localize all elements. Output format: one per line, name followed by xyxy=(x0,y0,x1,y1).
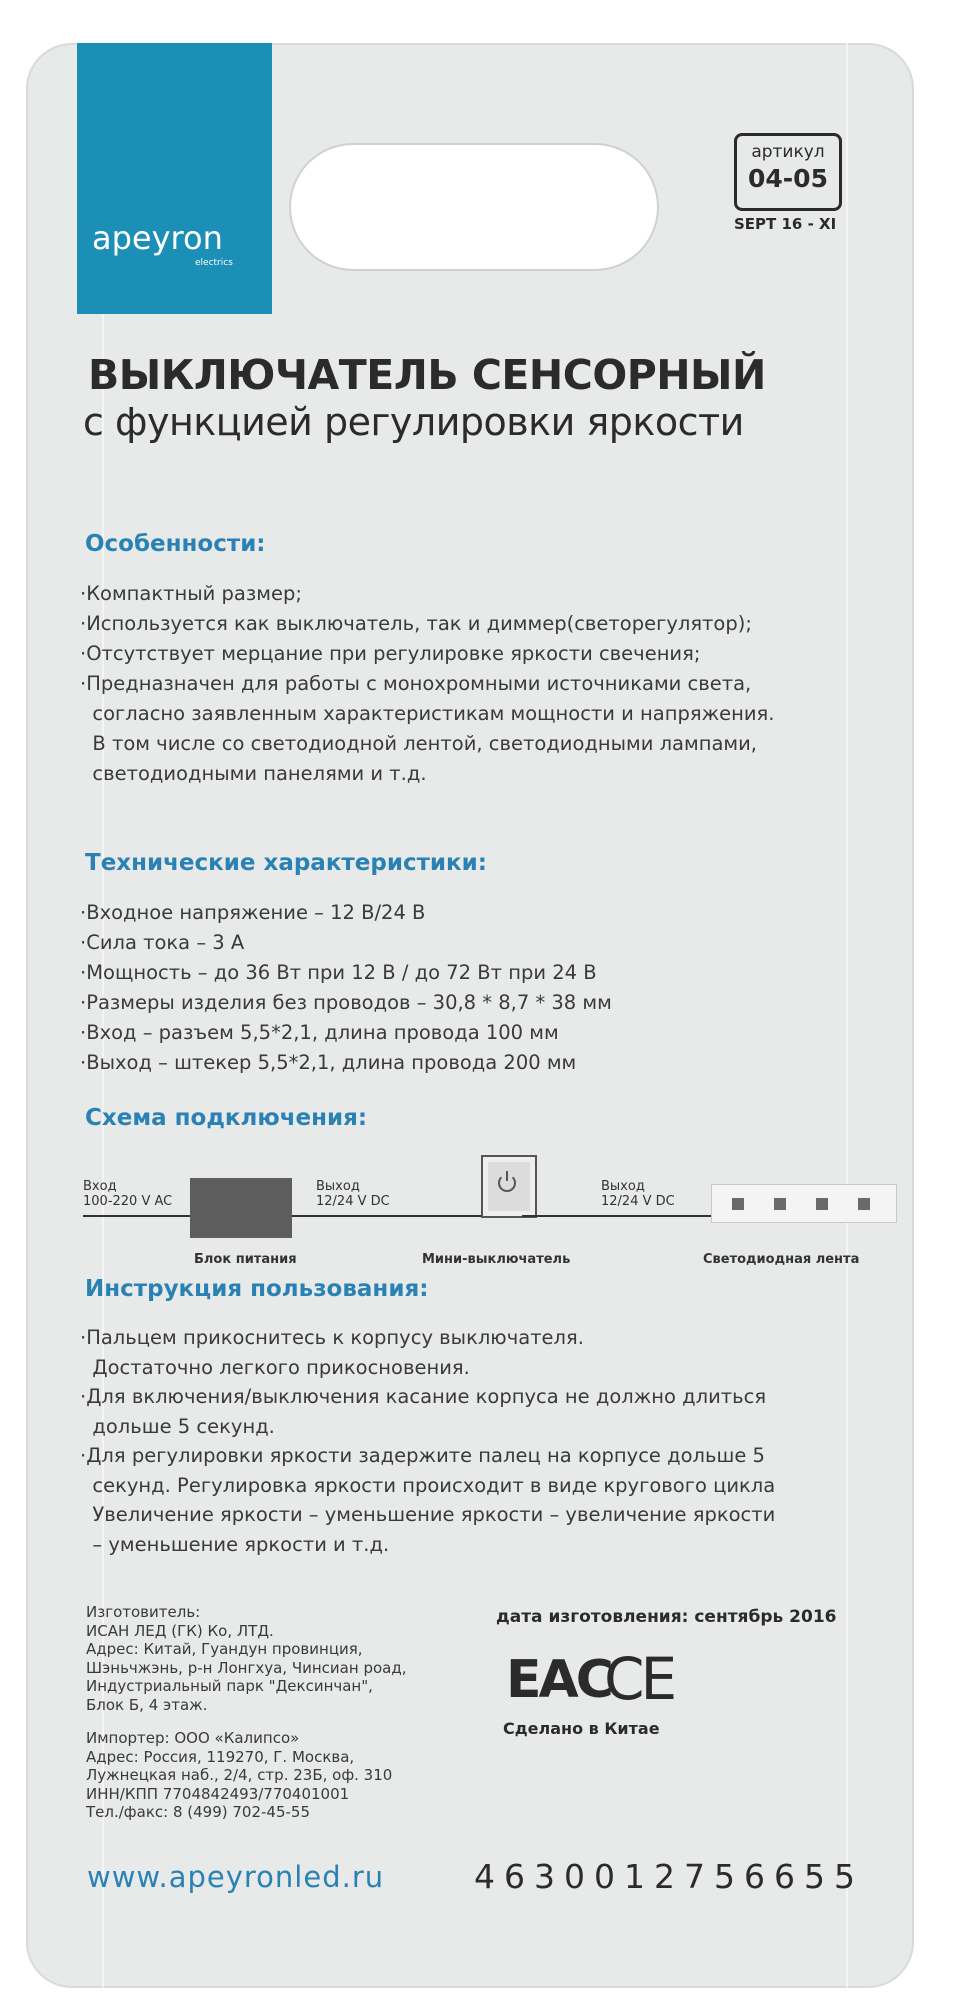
manufacture-date: дата изготовления: сентябрь 2016 xyxy=(496,1607,837,1627)
mini-switch xyxy=(481,1155,537,1218)
tech-line: ·Мощность – до 36 Вт при 12 В / до 72 Вт при 24 В xyxy=(80,961,597,984)
tech-line: ·Вход – разъем 5,5*2,1, длина провода 100 мм xyxy=(80,1021,559,1044)
made-in: Сделано в Китае xyxy=(503,1719,660,1738)
usage-list xyxy=(80,1323,775,1559)
switch-output-wire xyxy=(522,1215,712,1217)
eac-mark: EAC xyxy=(506,1650,611,1705)
feature-line: В том числе со светодиодной лентой, светодиодными лампами, xyxy=(80,732,757,755)
tech-line: ·Размеры изделия без проводов – 30,8 * 8,7 * 38 мм xyxy=(80,991,612,1014)
batch-code: SEPT 16 - XI xyxy=(734,215,837,233)
feature-line: ·Отсутствует мерцание при регулировке яркости свечения; xyxy=(80,642,701,665)
packaging-card xyxy=(26,43,914,1988)
led-chip xyxy=(732,1198,744,1210)
tech-heading: Технические характеристики: xyxy=(85,850,487,876)
article-label: артикул xyxy=(751,142,825,162)
usage-line: Увеличение яркости – уменьшение яркости – увеличение яркости xyxy=(80,1503,776,1526)
website-link[interactable]: www.apeyronled.ru xyxy=(87,1860,385,1894)
usage-line: ·Для включения/выключения касание корпуса не должно длиться xyxy=(80,1385,767,1408)
feature-line: согласно заявленным характеристикам мощности и напряжения. xyxy=(80,702,775,725)
usage-line: секунд. Регулировка яркости происходит в виде кругового цикла xyxy=(80,1473,776,1497)
usage-line: – уменьшение яркости и т.д. xyxy=(80,1532,390,1556)
feature-line: светодиодными панелями и т.д. xyxy=(80,762,427,785)
psu-output-label: Выход 12/24 V DC xyxy=(316,1179,390,1209)
brand-logo: apeyron xyxy=(92,219,223,257)
usage-line: ·Пальцем прикоснитесь к корпусу выключателя. xyxy=(80,1326,584,1349)
product-subtitle: с функцией регулировки яркости xyxy=(83,400,744,444)
features-heading: Особенности: xyxy=(85,531,266,557)
importer-block: Импортер: ООО «Калипсо» Адрес: Россия, 119270, Г. Москва, Лужнецкая наб., 2/4, стр. 23Б, оф. 310 ИНН/КПП 7704842493/770401001 Тел./факс: 8 (499) 702-45-55 xyxy=(86,1729,393,1821)
tech-line: ·Входное напряжение – 12 В/24 В xyxy=(80,901,426,924)
tech-line: ·Выход – штекер 5,5*2,1, длина провода 200 мм xyxy=(80,1051,577,1074)
input-label: Вход 100-220 V AC xyxy=(83,1179,173,1209)
article-code: 04-05 xyxy=(748,164,828,193)
usage-line: Достаточно легкого прикосновения. xyxy=(80,1355,470,1379)
power-icon xyxy=(498,1174,516,1192)
led-chip xyxy=(858,1198,870,1210)
ce-mark: CE xyxy=(604,1645,674,1705)
manufacturer-block: Изготовитель: ИСАН ЛЕД (ГК) Ко, ЛТД. Адрес: Китай, Гуандун провинция, Шэньчжэнь, р-н Лонгхуа, Чинсиан роад, Индустриальный парк "Дексинчан", Блок Б, 4 этаж. xyxy=(86,1603,407,1714)
feature-line: ·Компактный размер; xyxy=(80,582,302,605)
feature-line: ·Используется как выключатель, так и диммер(светорегулятор); xyxy=(80,612,752,635)
hang-hole xyxy=(289,143,659,271)
brand-logo-sub: electrics xyxy=(195,258,233,268)
input-wire xyxy=(83,1215,191,1217)
led-chip xyxy=(774,1198,786,1210)
psu-caption: Блок питания xyxy=(194,1252,297,1267)
psu-output-wire xyxy=(292,1215,492,1217)
usage-line: дольше 5 секунд. xyxy=(80,1414,275,1438)
led-chip xyxy=(816,1198,828,1210)
tech-list xyxy=(80,898,612,1078)
switch-caption: Мини-выключатель xyxy=(422,1252,571,1267)
usage-line: ·Для регулировки яркости задержите палец на корпусе дольше 5 xyxy=(80,1444,765,1467)
features-list xyxy=(80,579,775,789)
led-strip xyxy=(711,1184,897,1223)
switch-output-label: Выход 12/24 V DC xyxy=(601,1179,675,1209)
usage-heading: Инструкция пользования: xyxy=(85,1276,429,1302)
tech-line: ·Сила тока – 3 А xyxy=(80,931,245,954)
blister-edge-right xyxy=(846,43,848,1988)
wiring-diagram xyxy=(26,1155,914,1275)
feature-line: ·Предназначен для работы с монохромными источниками света, xyxy=(80,672,752,695)
strip-caption: Светодиодная лента xyxy=(703,1252,860,1267)
barcode-number: 4630012756655 xyxy=(474,1857,864,1896)
product-title: ВЫКЛЮЧАТЕЛЬ СЕНСОРНЫЙ xyxy=(88,351,766,399)
scheme-heading: Схема подключения: xyxy=(85,1105,368,1131)
certification-marks xyxy=(504,1641,704,1705)
power-supply-block xyxy=(190,1178,292,1238)
article-box xyxy=(734,133,842,211)
brand-logo-block xyxy=(77,43,272,314)
